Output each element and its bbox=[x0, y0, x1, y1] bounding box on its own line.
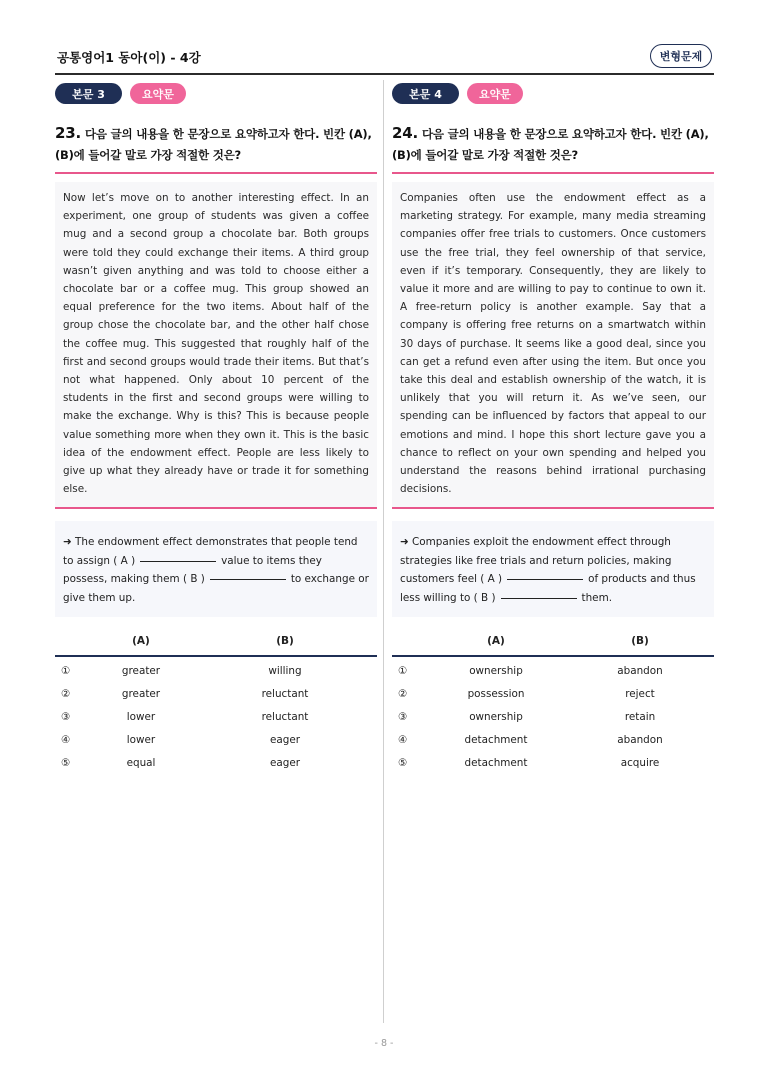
summary-part-3: them. bbox=[581, 591, 612, 604]
column-a-label: (A) bbox=[132, 635, 150, 648]
option-row[interactable] bbox=[55, 659, 377, 682]
option-row[interactable] bbox=[392, 682, 714, 705]
option-number: ④ bbox=[61, 733, 71, 746]
blank-a bbox=[140, 560, 216, 562]
summary-part-1: ➜ The endowment effect demonstrates that people tend to assign ( A ) bbox=[63, 536, 358, 567]
section-tags bbox=[392, 83, 714, 105]
options-header bbox=[392, 631, 714, 651]
type-tag: 요약문 bbox=[467, 83, 523, 104]
summary-part-3: to exchange or give them up. bbox=[63, 573, 369, 604]
type-tag: 요약문 bbox=[130, 83, 186, 104]
summary-part-2: value to items they possess, making them ( B ) bbox=[63, 554, 322, 586]
option-number: ③ bbox=[61, 710, 71, 723]
option-b: reluctant bbox=[261, 687, 309, 700]
option-row[interactable] bbox=[392, 751, 714, 774]
option-number: ② bbox=[398, 687, 408, 700]
passage-bottom-rule bbox=[55, 507, 377, 509]
option-b: retain bbox=[624, 710, 656, 723]
question-prompt bbox=[392, 123, 714, 166]
column-b-label: (B) bbox=[631, 635, 649, 648]
option-a: possession bbox=[467, 687, 525, 700]
option-number: ③ bbox=[398, 710, 408, 723]
options-rule bbox=[392, 655, 714, 657]
type-badge: 변형문제 bbox=[650, 44, 712, 68]
blank-b bbox=[210, 578, 286, 580]
summary-part-1: ➜ Companies exploit the endowment effect through strategies like free trials and return policies, making customers feel ( A ) bbox=[400, 536, 672, 586]
options-rule bbox=[55, 655, 377, 657]
blank-b bbox=[501, 597, 577, 599]
option-a: greater bbox=[121, 664, 161, 677]
question-number: 23. bbox=[55, 124, 81, 142]
question-24-column bbox=[392, 83, 714, 774]
passage-bottom-rule bbox=[392, 507, 714, 509]
option-b: willing bbox=[268, 664, 302, 677]
option-a: equal bbox=[126, 756, 156, 769]
option-a: lower bbox=[126, 733, 156, 746]
passage-tag: 본문 4 bbox=[392, 83, 459, 104]
option-row[interactable] bbox=[392, 659, 714, 682]
option-row[interactable] bbox=[55, 705, 377, 728]
option-b: eager bbox=[269, 756, 301, 769]
option-b: eager bbox=[269, 733, 301, 746]
option-a: ownership bbox=[469, 710, 523, 723]
blank-a bbox=[507, 578, 583, 580]
option-row[interactable] bbox=[55, 728, 377, 751]
option-a: lower bbox=[126, 710, 156, 723]
option-number: ⑤ bbox=[61, 756, 71, 769]
column-divider bbox=[383, 80, 384, 1023]
option-number: ⑤ bbox=[398, 756, 408, 769]
option-a: detachment bbox=[464, 756, 528, 769]
header-rule bbox=[55, 73, 714, 75]
option-b: reject bbox=[625, 687, 655, 700]
passage-top-rule bbox=[392, 172, 714, 174]
question-23-column bbox=[55, 83, 377, 774]
column-a-label: (A) bbox=[487, 635, 505, 648]
option-row[interactable] bbox=[55, 751, 377, 774]
option-row[interactable] bbox=[392, 705, 714, 728]
summary-part-2: of products and thus less willing to ( B ) bbox=[400, 573, 696, 604]
option-a: ownership bbox=[469, 664, 523, 677]
options-list bbox=[55, 659, 377, 774]
question-prompt bbox=[55, 123, 377, 166]
option-row[interactable] bbox=[55, 682, 377, 705]
question-number: 24. bbox=[392, 124, 418, 142]
option-b: reluctant bbox=[261, 710, 309, 723]
passage-tag: 본문 3 bbox=[55, 83, 122, 104]
option-b: acquire bbox=[620, 756, 660, 769]
option-number: ① bbox=[61, 664, 71, 677]
section-tags bbox=[55, 83, 377, 105]
question-text: 다음 글의 내용을 한 문장으로 요약하고자 한다. 빈칸 (A), (B)에 들어갈 말로 가장 적절한 것은? bbox=[392, 127, 709, 162]
option-a: greater bbox=[121, 687, 161, 700]
question-text: 다음 글의 내용을 한 문장으로 요약하고자 한다. 빈칸 (A), (B)에 들어갈 말로 가장 적절한 것은? bbox=[55, 127, 372, 162]
option-b: abandon bbox=[617, 733, 663, 746]
column-b-label: (B) bbox=[276, 635, 294, 648]
option-a: detachment bbox=[464, 733, 528, 746]
option-b: abandon bbox=[617, 664, 663, 677]
passage-text: Now let’s move on to another interesting effect. In an experiment, one group of students was given a coffee mug and a second group a chocolate bar. Both groups were told they could exchange their items. A third group wasn’t given anything and was told to choose either a chocolate bar or a coffee mug. This group showed an equal preference for the two items. About half of the group chose the chocolate bar, and the other half chose the coffee mug. This suggested that roughly half of the first and second groups would trade their items. But that’s not what happened. Only about 10 percent of the students in the first and second groups were willing to make the exchange. Why is this? This is because people value something more when they own it. This is the basic idea of the endowment effect. People are less likely to give up what they already have or trade it for something else. bbox=[55, 182, 377, 507]
options-header bbox=[55, 631, 377, 651]
passage-text: Companies often use the endowment effect as a marketing strategy. For example, many media streaming companies offer free trials to customers. Once customers use the free trial, they feel ownership of that service, even if it’s temporary. Consequently, they are likely to value it more and are willing to pay to continue to own it. A free-return policy is another example. Say that a company is offering free returns on a smartwatch within 30 days of purchase. It seems like a good deal, since you can get a refund even after using the item. But once you take this deal and establish ownership of the watch, it is unlikely that you will return it. As we’ve seen, our spending can be influenced by factors that appeal to our emotions and mind. I hope this short lecture gave you a chance to reflect on your own spending and helped you understand the reasons behind irrational purchasing decisions. bbox=[392, 182, 714, 507]
option-row[interactable] bbox=[392, 728, 714, 751]
page-number: - 8 - bbox=[374, 1038, 394, 1049]
summary-box bbox=[55, 521, 377, 617]
summary-box bbox=[392, 521, 714, 617]
option-number: ① bbox=[398, 664, 408, 677]
options-list bbox=[392, 659, 714, 774]
option-number: ④ bbox=[398, 733, 408, 746]
page-header-title: 공통영어1 동아(이) - 4강 bbox=[57, 50, 201, 65]
passage-top-rule bbox=[55, 172, 377, 174]
option-number: ② bbox=[61, 687, 71, 700]
